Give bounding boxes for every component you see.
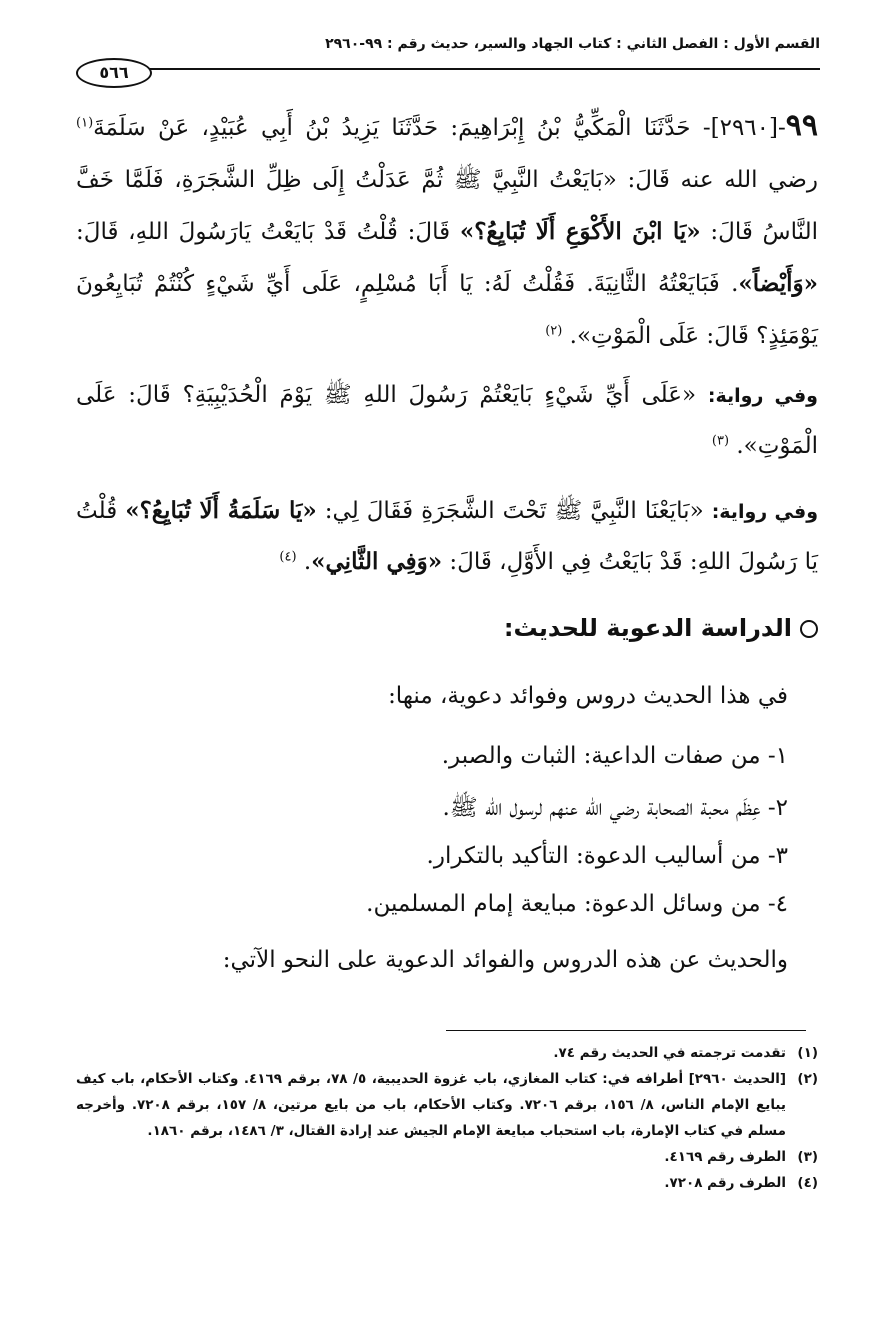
list-item: ٤- من وسائل الدعوة: مبايعة إمام المسلمين. — [366, 891, 788, 917]
footnote — [76, 1144, 818, 1170]
footnote-mark: (٤) — [797, 1175, 818, 1191]
footnote — [76, 1170, 818, 1196]
narration-text: . — [303, 549, 312, 575]
narration-variant — [76, 486, 818, 587]
footnote — [76, 1040, 818, 1066]
hadith-text-3: قَالَ: قُلْتُ قَدْ بَايَعْتُ يَارَسُولَ اللهِ، قَالَ: — [76, 219, 460, 245]
list-item: ٣- من أساليب الدعوة: التأكيد بالتكرار. — [426, 843, 788, 869]
footnote-ref: (١) — [76, 115, 94, 131]
running-header: القسم الأول : الفصل الثاني : كتاب الجهاد والسير، حديث رقم : ٩٩-٢٩٦٠ — [325, 36, 820, 52]
hadith-text-1: -[٢٩٦٠]- حَدَّثَنَا الْمَكِّيُّ بْنُ إِبْرَاهِيمَ: حَدَّثَنَا يَزِيدُ بْنُ أَبِي عُبَيْدٍ، عَنْ سَلَمَةَ — [93, 115, 786, 141]
footnote-ref: (٤) — [279, 549, 297, 565]
narration-text: «عَلَى أَيِّ شَيْءٍ بَايَعْتُمْ رَسُولَ اللهِ ﷺ يَوْمَ الْحُدَيْبِيَةِ؟ قَالَ: عَلَى الْمَوْتِ». — [76, 382, 818, 459]
prophet-quote: «يَا ابْنَ الأَكْوَعِ أَلَا تُبَايِعُ؟» — [459, 218, 701, 245]
narration-text: «بَايَعْنَا النَّبِيَّ ﷺ تَحْتَ الشَّجَرَةِ فَقَالَ لِي: — [316, 498, 712, 524]
narration-label: وفي رواية: — [707, 385, 818, 407]
section-heading — [76, 608, 818, 648]
footnote — [76, 1066, 818, 1144]
hadith-text — [76, 100, 818, 362]
section-closing: والحديث عن هذه الدروس والفوائد الدعوية على النحو الآتي: — [222, 947, 788, 973]
page-number: ٥٦٦ — [76, 58, 152, 88]
hadith-number: ٩٩ — [785, 108, 818, 143]
prophet-quote: «وَفِي الثَّانِي» — [311, 548, 443, 575]
footnote-text: [الحديث ٢٩٦٠] أطرافه في: كتاب المغازي، باب غزوة الحديبية، ٥/ ٧٨، برقم ٤١٦٩. وكتاب الأحكام، باب كيف يبايع الإمام الناس، ٨/ ١٥٦، برقم ٧٢٠٦. وكتاب الأحكام، باب من بايع مرتين، ٨/ ١٥٧، برقم ٧٢٠٨. وأخرجه مسلم في كتاب الإمارة، باب استحباب مبايعة الإمام الجيش عند إرادة القتال، ٣/ ١٤٨٦، برقم ١٨٦٠. — [76, 1071, 786, 1139]
list-item: ١- من صفات الداعية: الثبات والصبر. — [441, 743, 788, 769]
footnote-mark: (٢) — [797, 1071, 818, 1087]
footnote-mark: (١) — [797, 1045, 818, 1061]
narration-label: وفي رواية: — [711, 501, 818, 523]
narration-text: قُلْتُ يَا رَسُولَ اللهِ: قَدْ بَايَعْتُ فِي الأَوَّلِ، قَالَ: — [76, 498, 818, 575]
footnote-text: الطرف رقم ٤١٦٩. — [664, 1149, 786, 1165]
list-item: ٢- عِظَم محبة الصحابة رضي الله عنهم لرسول الله ﷺ. — [442, 795, 788, 821]
section-intro: في هذا الحديث دروس وفوائد دعوية، منها: — [388, 683, 788, 709]
prophet-quote: «يَا سَلَمَةُ أَلَا تُبَايِعُ؟» — [125, 497, 317, 524]
footnote-ref: (٣) — [711, 433, 730, 449]
narration-variant — [76, 370, 818, 471]
footnote-text: تقدمت ترجمته في الحديث رقم ٧٤. — [553, 1045, 786, 1061]
hadith-text-2: رضي الله عنه قَالَ: «بَايَعْتُ النَّبِيَّ ﷺ ثُمَّ عَدَلْتُ إِلَى ظِلِّ الشَّجَرَةِ، فَلَمَّا خَفَّ النَّاسُ قَالَ: — [76, 167, 818, 245]
footnote-ref: (٢) — [545, 323, 563, 339]
header-rule — [120, 68, 820, 70]
footnote-mark: (٣) — [797, 1149, 818, 1165]
footnote-separator — [446, 1030, 806, 1031]
footnote-text: الطرف رقم ٧٢٠٨. — [664, 1175, 786, 1191]
prophet-quote: «وَأَيْضاً» — [738, 270, 818, 297]
section-title: الدراسة الدعوية للحديث: — [503, 614, 792, 642]
circle-bullet-icon — [800, 620, 818, 638]
hadith-text-4: . فَبَايَعْتُهُ الثَّانِيَةَ. فَقُلْتُ لَهُ: يَا أَبَا مُسْلِمٍ، عَلَى أَيِّ شَيْءٍ كُنْتُمْ تُبَايِعُونَ يَوْمَئِذٍ؟ قَالَ: عَلَى الْمَوْتِ». — [76, 271, 818, 349]
footnotes — [76, 1040, 818, 1196]
